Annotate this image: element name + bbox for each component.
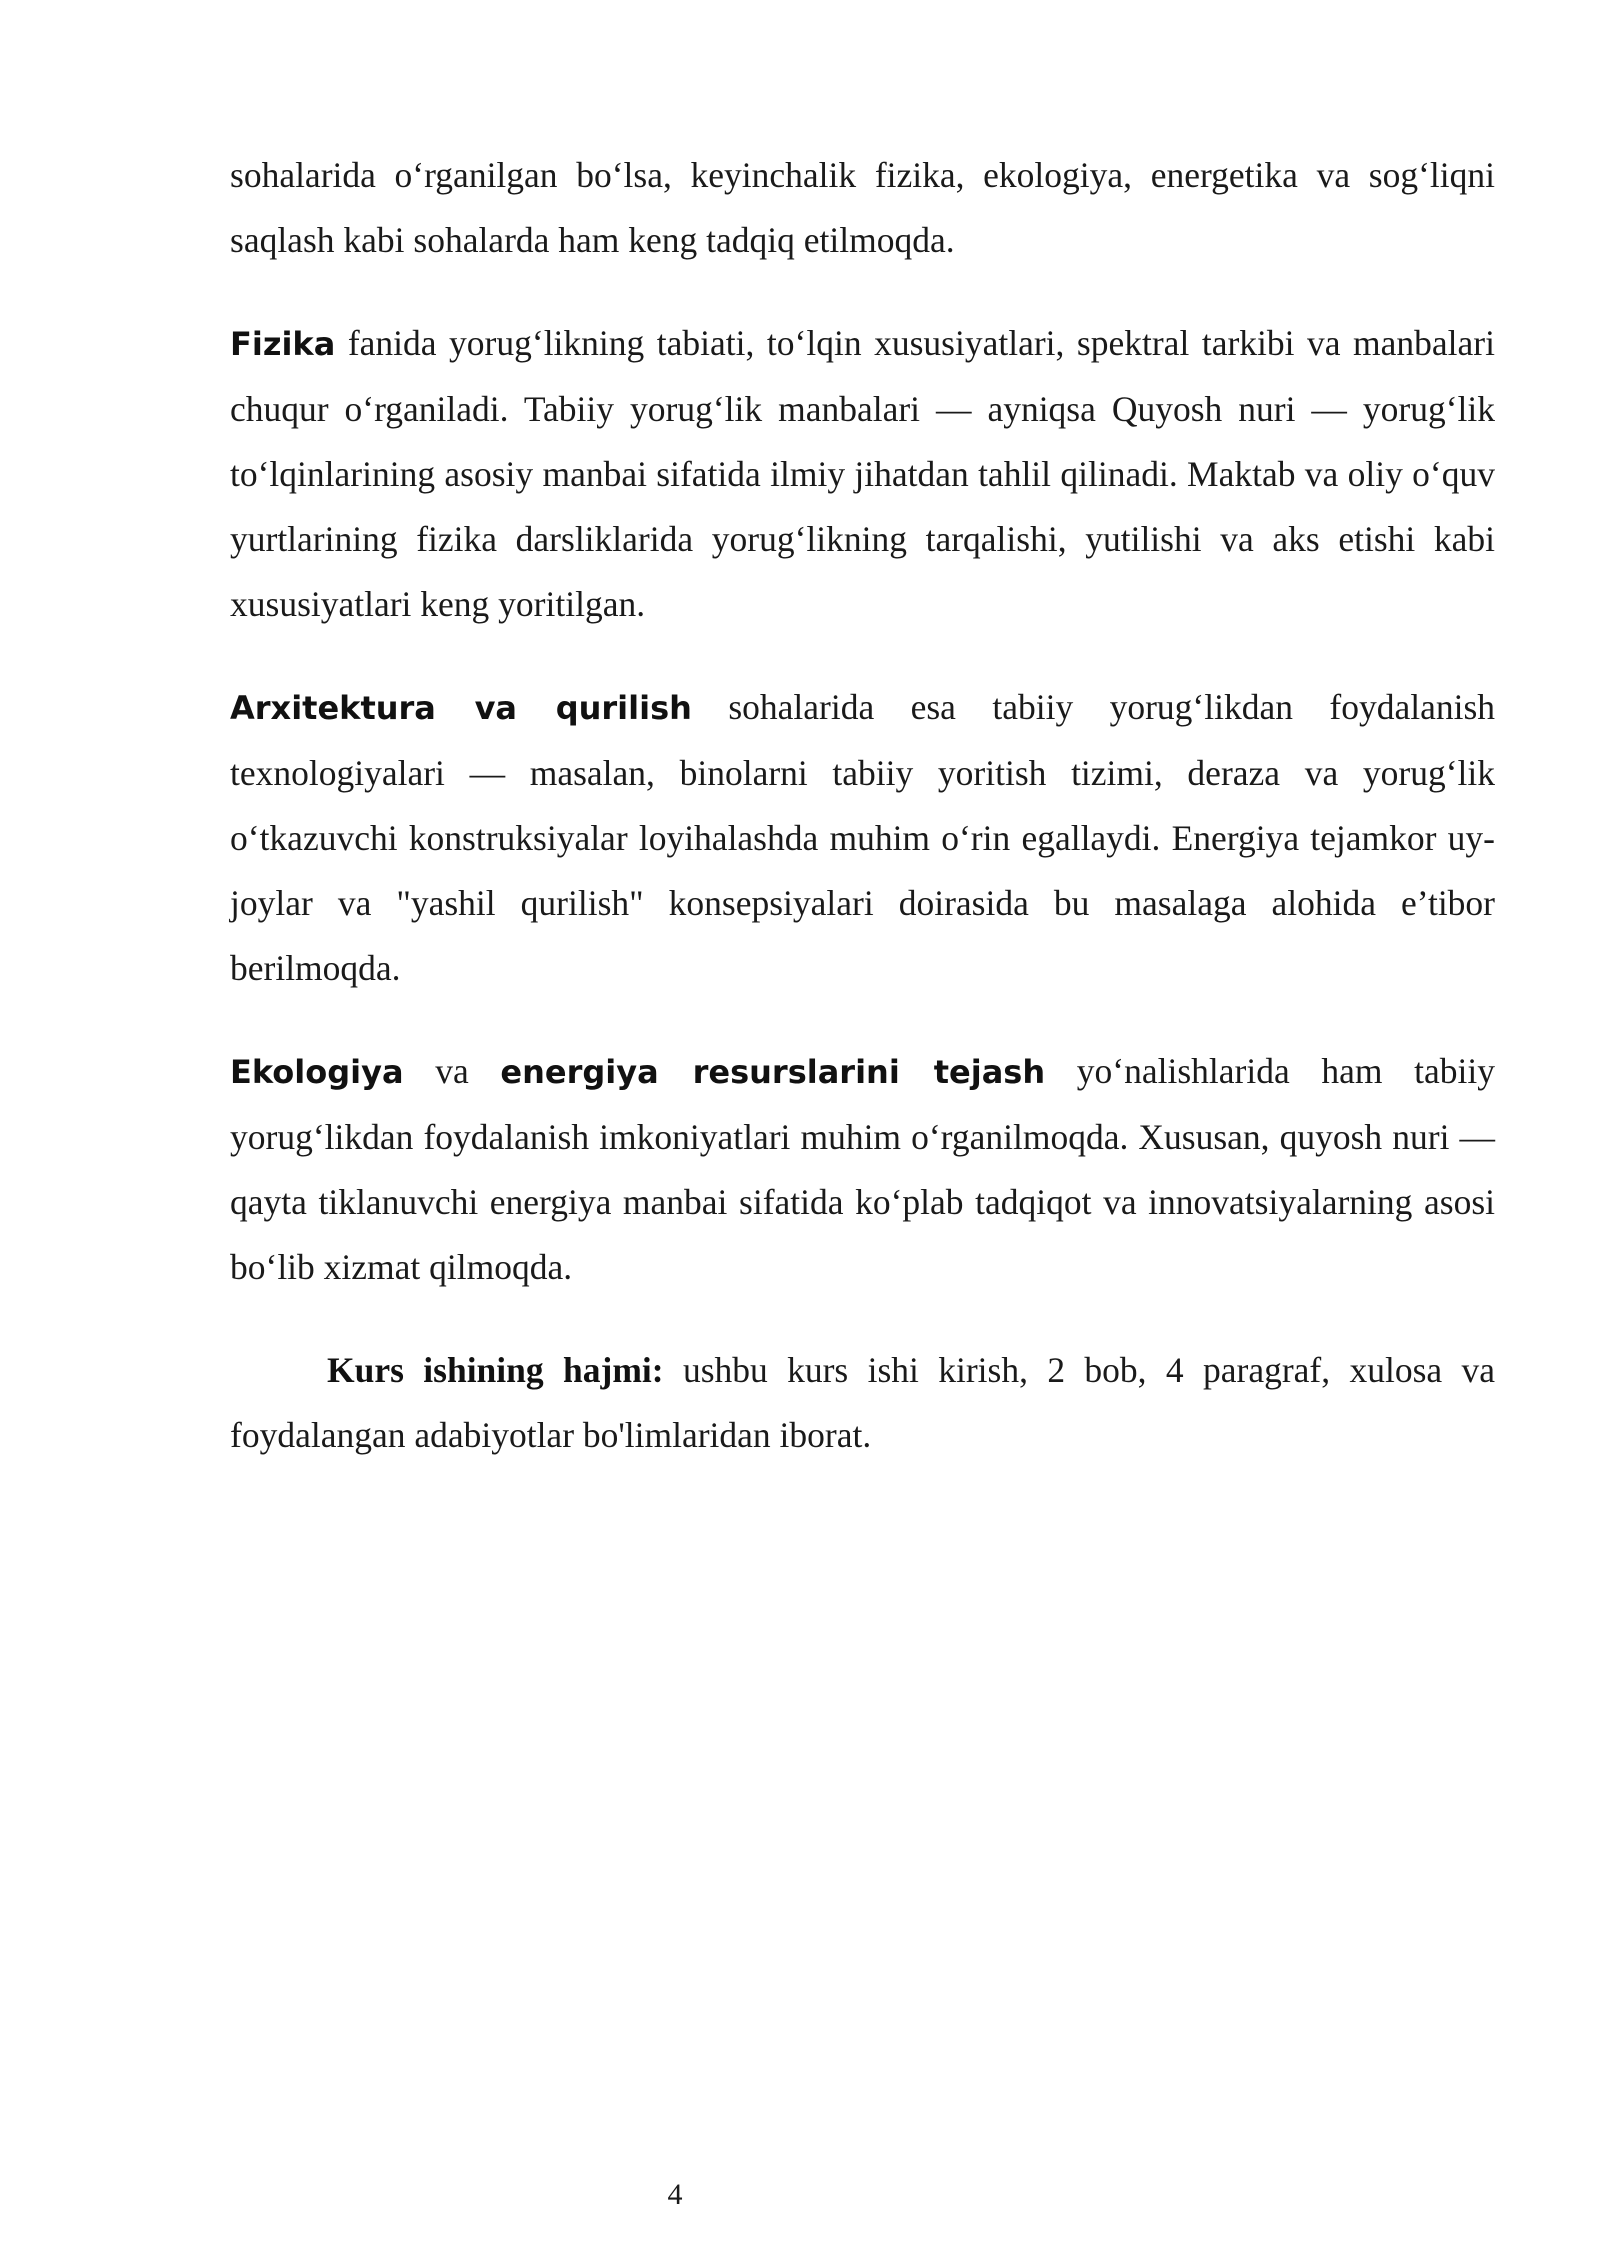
body-text — [230, 143, 1495, 1506]
paragraph-intro-continuation — [230, 143, 1495, 273]
paragraph-text: yo‘nalishlarida ham tabiiy yorug‘likdan foydalanish imkoniyatlari muhim o‘rganilmoqda. Xususan, quyosh nuri — qayta tiklanuvchi energiya manbai sifatida ko‘plab tadqiqot va innovatsiyalarning asosi bo‘lib xizmat qilmoqda. — [230, 1051, 1495, 1287]
paragraph-course-volume — [230, 1338, 1495, 1468]
bold-term-energy-saving: energiya resurslarini tejash — [500, 1053, 1046, 1091]
page-number: 4 — [667, 2178, 683, 2211]
bold-term-ecology: Ekologiya — [230, 1053, 404, 1091]
paragraph-ecology — [230, 1039, 1495, 1300]
connector-text: va — [403, 1051, 501, 1091]
paragraph-text: sohalarida o‘rganilgan bo‘lsa, keyinchalik fizika, ekologiya, energetika va sog‘liqni saqlash kabi sohalarda ham keng tadqiq etilmoqda. — [230, 155, 1495, 260]
bold-term-physics: Fizika — [230, 325, 336, 363]
paragraph-text: ushbu kurs ishi kirish, 2 bob, 4 paragraf, xulosa va foydalangan adabiyotlar bo'limlaridan iborat. — [230, 1350, 1495, 1455]
paragraph-text: sohalarida esa tabiiy yorug‘likdan foydalanish texnologiyalari — masalan, binolarni tabiiy yoritish tizimi, deraza va yorug‘lik o‘tkazuvchi konstruksiyalar loyihalashda muhim o‘rin egallaydi. Energiya tejamkor uy-joylar va "yashil qurilish" konsepsiyalari doirasida bu masalaga alohida e’tibor berilmoqda. — [230, 687, 1496, 988]
paragraph-architecture — [230, 675, 1495, 1001]
bold-term-architecture: Arxitektura va qurilish — [230, 689, 692, 727]
paragraph-text: fanida yorug‘likning tabiati, to‘lqin xususiyatlari, spektral tarkibi va manbalari chuqur o‘rganiladi. Tabiiy yorug‘lik manbalari — ayniqsa Quyosh nuri — yorug‘lik to‘lqinlarining asosiy manbai sifatida ilmiy jihatdan tahlil qilinadi. Maktab va oliy o‘quv yurtlarining fizika darsliklarida yorug‘likning tarqalishi, yutilishi va aks etishi kabi xususiyatlari keng yoritilgan. — [230, 323, 1495, 624]
paragraph-physics — [230, 311, 1495, 637]
bold-term-course-volume: Kurs ishining hajmi: — [327, 1350, 664, 1390]
